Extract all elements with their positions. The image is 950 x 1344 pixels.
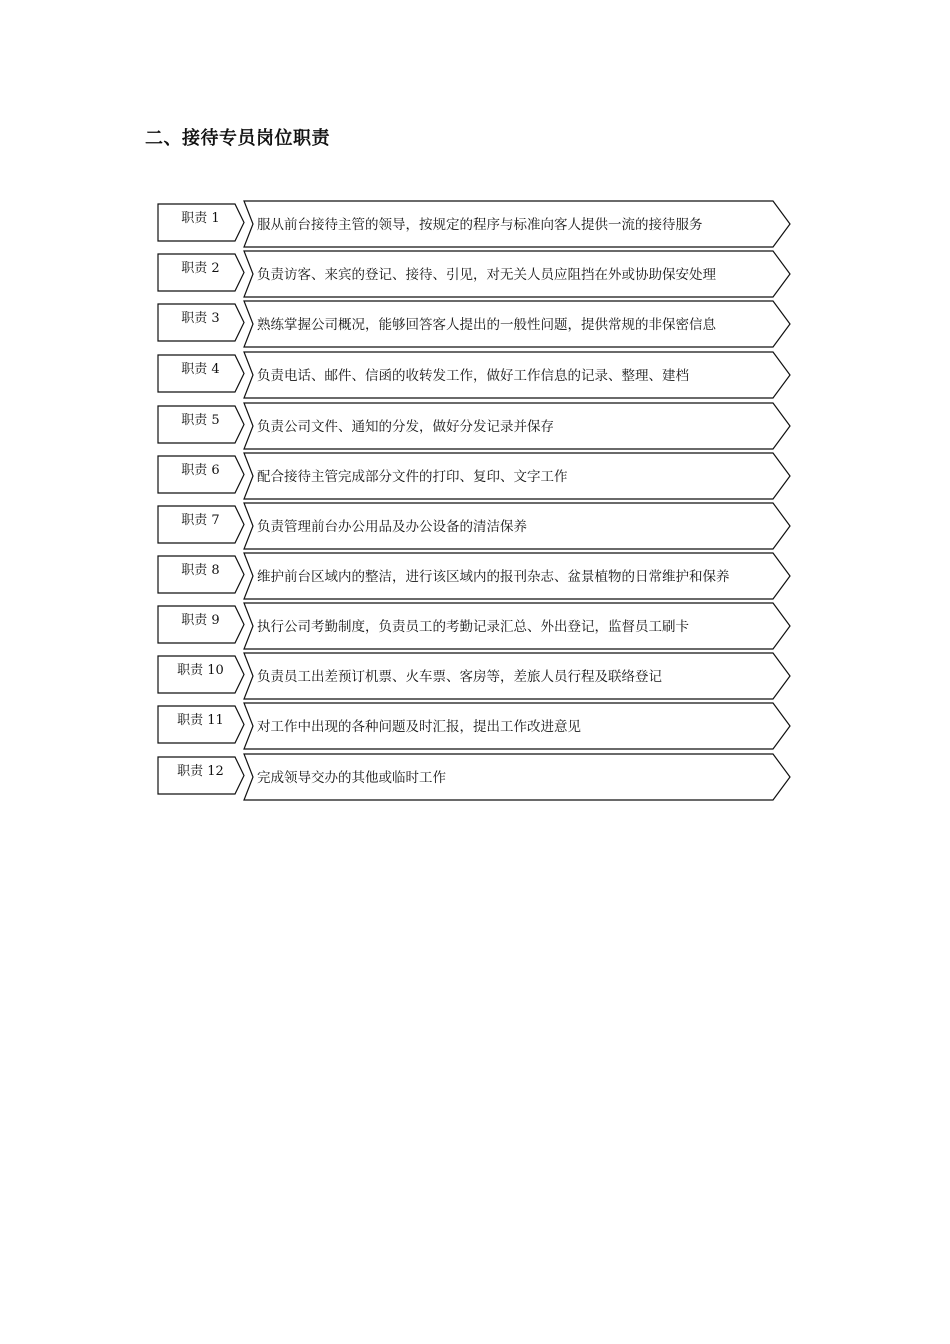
duty-description: 负责员工出差预订机票、火车票、客房等，差旅人员行程及联络登记 [257, 669, 662, 685]
duty-description: 对工作中出现的各种问题及时汇报，提出工作改进意见 [257, 719, 581, 735]
duty-description: 负责访客、来宾的登记、接待、引见，对无关人员应阻挡在外或协助保安处理 [257, 267, 716, 283]
duty-description: 负责管理前台办公用品及办公设备的清洁保养 [257, 519, 527, 535]
duty-row [158, 201, 790, 247]
duty-row [158, 503, 790, 549]
duty-label: 职责 3 [181, 311, 220, 326]
page-title: 二、接待专员岗位职责 [145, 128, 330, 149]
duty-label: 职责 9 [181, 613, 220, 628]
duty-label: 职责 4 [181, 362, 220, 377]
duty-row [158, 603, 790, 649]
duty-row [158, 703, 790, 749]
duty-row [158, 754, 790, 800]
duty-description: 完成领导交办的其他或临时工作 [257, 770, 446, 786]
duty-row [158, 653, 790, 699]
duty-description: 执行公司考勤制度，负责员工的考勤记录汇总、外出登记，监督员工刷卡 [257, 619, 689, 635]
duty-label: 职责 10 [177, 663, 224, 678]
duty-label: 职责 6 [181, 463, 220, 478]
duty-description: 负责电话、邮件、信函的收转发工作，做好工作信息的记录、整理、建档 [257, 368, 689, 384]
duty-row [158, 301, 790, 347]
duty-description: 负责公司文件、通知的分发，做好分发记录并保存 [257, 419, 554, 435]
duty-label: 职责 11 [177, 713, 224, 728]
duty-label: 职责 12 [177, 764, 224, 779]
duty-row [158, 251, 790, 297]
duty-description: 熟练掌握公司概况，能够回答客人提出的一般性问题，提供常规的非保密信息 [257, 317, 716, 333]
duty-row [158, 553, 790, 599]
duty-label: 职责 2 [181, 261, 220, 276]
duty-label: 职责 7 [181, 513, 220, 528]
duty-label: 职责 1 [181, 211, 220, 226]
duty-description: 配合接待主管完成部分文件的打印、复印、文字工作 [257, 469, 568, 485]
duty-row [158, 403, 790, 449]
duty-label: 职责 5 [181, 413, 220, 428]
duty-description: 维护前台区域内的整洁，进行该区域内的报刊杂志、盆景植物的日常维护和保养 [257, 569, 730, 585]
duty-row [158, 352, 790, 398]
duty-description: 服从前台接待主管的领导，按规定的程序与标准向客人提供一流的接待服务 [257, 217, 703, 233]
duty-row [158, 453, 790, 499]
duty-label: 职责 8 [181, 563, 220, 578]
